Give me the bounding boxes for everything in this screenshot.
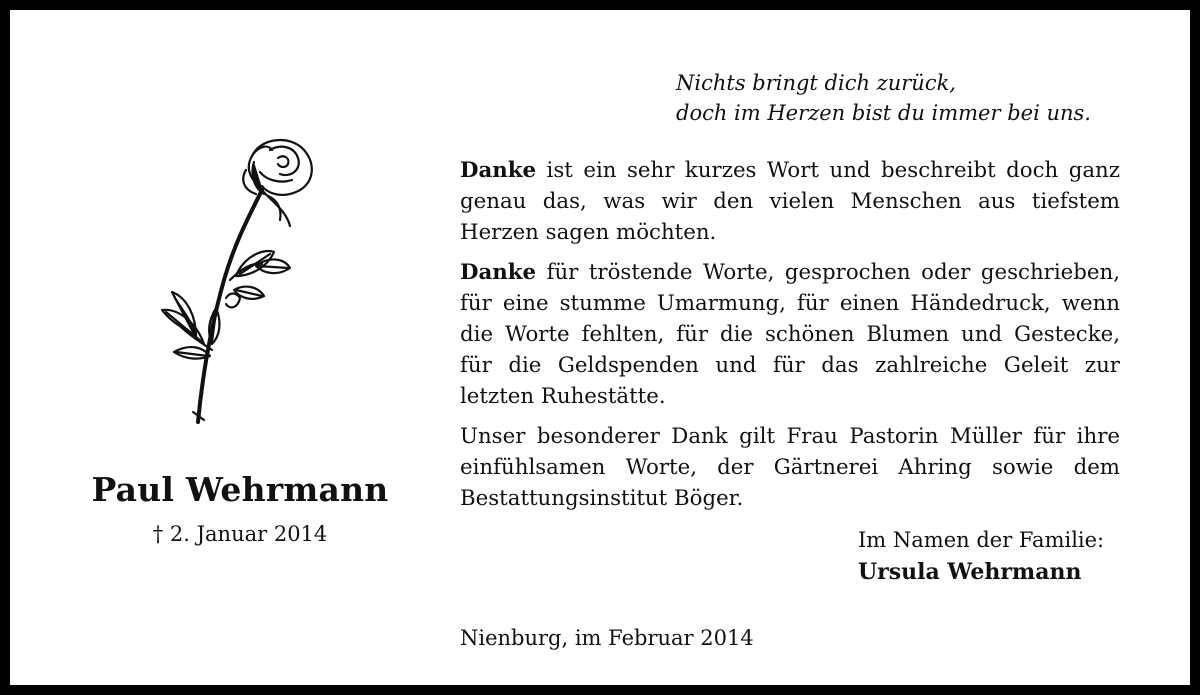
text-line: die Worte fehlten, für die schönen Blumen und Gestecke,	[460, 322, 1120, 347]
paragraph	[460, 257, 1120, 412]
motto-line: Nichts bringt dich zurück,	[676, 71, 956, 95]
motto-line: doch im Herzen bist du immer bei uns.	[676, 101, 1091, 125]
text-line: letzten Ruhestätte.	[460, 384, 666, 409]
text-line: genau das, was wir den vielen Menschen aus tiefstem	[460, 189, 1120, 214]
lead-word: Danke	[460, 260, 537, 285]
signature-label: Im Namen der Familie:	[858, 528, 1105, 552]
signature-name: Ursula Wehrmann	[858, 559, 1082, 585]
text-line: Bestattungsinstitut Böger.	[460, 486, 744, 511]
thank-you-text	[460, 155, 1120, 523]
death-date: † 2. Januar 2014	[152, 522, 328, 546]
text-line: einfühlsamen Worte, der Gärtnerei Ahring sowie dem	[460, 455, 1120, 480]
rose-icon	[140, 130, 330, 430]
deceased-name: Paul Wehrmann	[91, 470, 389, 509]
paragraph	[460, 421, 1120, 514]
text-line: Unser besonderer Dank gilt Frau Pastorin Müller für ihre	[460, 424, 1120, 449]
text-line: Herzen sagen möchten.	[460, 220, 717, 245]
place-date: Nienburg, im Februar 2014	[460, 626, 754, 650]
motto-verse	[676, 68, 1091, 128]
text-line: für tröstende Worte, gesprochen oder geschrieben,	[536, 260, 1120, 285]
text-line: ist ein sehr kurzes Wort und beschreibt doch ganz	[536, 158, 1120, 183]
paragraph	[460, 155, 1120, 248]
lead-word: Danke	[460, 158, 537, 183]
text-line: für eine stumme Umarmung, für einen Händedruck, wenn	[460, 291, 1120, 316]
text-line: für die Geldspenden und für das zahlreiche Geleit zur	[460, 353, 1120, 378]
